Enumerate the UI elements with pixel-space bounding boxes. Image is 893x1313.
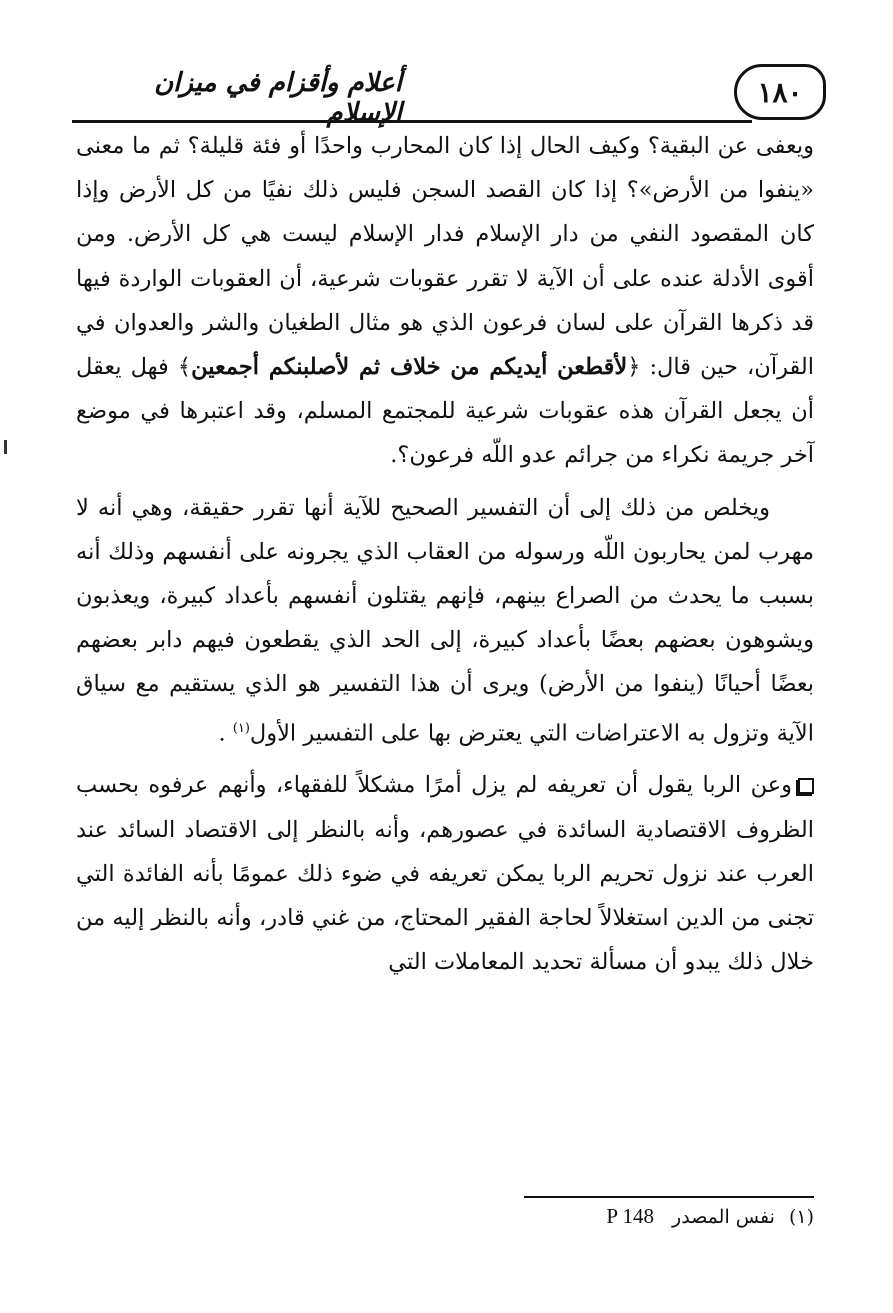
body-text: [76, 124, 814, 984]
footnote: [520, 1204, 814, 1229]
margin-mark: [4, 440, 7, 454]
page-header: [72, 60, 824, 128]
paragraph-1-text-a: ويعفى عن البقية؟ وكيف الحال إذا كان المحارب واحدًا أو فئة قليلة؟ ثم ما معنى «ينفوا من الأرض»؟ إذا كان القصد السجن فليس ذلك نفيًا من كل الأرض وإذا كان المقصود النفي من دار الإسلام فدار الإسلام ليست هي كل الأرض. ومن أقوى الأدلة عنده على أن الآية لا تقرر عقوبات شرعية، أن العقوبات الواردة فيها قد ذكرها القرآن على لسان فرعون الذي هو مثال الطغيان والشر والعدوان في القرآن، حين قال: ﴿: [76, 133, 814, 381]
paragraph-2: [76, 486, 814, 756]
page-number-badge: [734, 64, 826, 120]
quran-quote: لأقطعن أيديكم من خلاف ثم لأصلبنكم أجمعين: [191, 354, 628, 381]
paragraph-2-text: ويخلص من ذلك إلى أن التفسير الصحيح للآية أنها تقرر حقيقة، وهي أنه لا مهرب لمن يحاربون اللّه ورسوله من العقاب الذي يجرونه على أنفسهم وذلك أنه بسبب ما يحدث من الصراع بينهم، فإنهم يقتلون أنفسهم بأعداد كبيرة، ويعذبون ويشوهون بعضهم بعضًا بأعداد كبيرة، إلى الحد الذي يقطعون فيهم دابر بعضهم بعضًا أحيانًا (ينفوا من الأرض) ويرى أن هذا التفسير هو الذي يستقيم مع سياق الآية وتزول به الاعتراضات التي يعترض بها على التفسير الأول: [76, 494, 814, 747]
paragraph-2-end: .: [218, 720, 233, 747]
paragraph-1-text-b: ﴾ فهل يعقل أن يجعل القرآن هذه عقوبات شرعية للمجتمع المسلم، وقد اعتبرها في موضع آخر جريمة نكراء من جرائم عدو اللّه فرعون؟.: [76, 354, 814, 469]
footnote-number: (١): [788, 1206, 814, 1228]
footnote-rule: [524, 1196, 814, 1198]
footnote-reference: (١): [232, 720, 250, 736]
footnote-page: P 148: [606, 1204, 654, 1228]
bullet-square-icon: [798, 778, 814, 794]
header-rule: [72, 120, 752, 123]
page-number: ١٨٠: [757, 75, 803, 109]
running-title: أعلام وأقزام في ميزان الإسلام: [154, 68, 402, 128]
paragraph-3-text: وعن الربا يقول أن تعريفه لم يزل أمرًا مشكلاً للفقهاء، وأنهم عرفوه بحسب الظروف الاقتصادية السائدة في عصورهم، وأنه بالنظر إلى الاقتصاد السائد عند العرب عند نزول تحريم الربا يمكن تعريفه في ضوء ذلك عمومًا بأنه الفائدة التي تجنى من الدين استغلالاً لحاجة الفقير المحتاج، من غني قادر، وأنه بالنظر إليه من خلال ذلك يبدو أن مسألة تحديد المعاملات التي: [76, 772, 814, 976]
paragraph-3: [76, 763, 814, 984]
footnote-text: نفس المصدر: [672, 1206, 775, 1228]
paragraph-1: [76, 124, 814, 478]
